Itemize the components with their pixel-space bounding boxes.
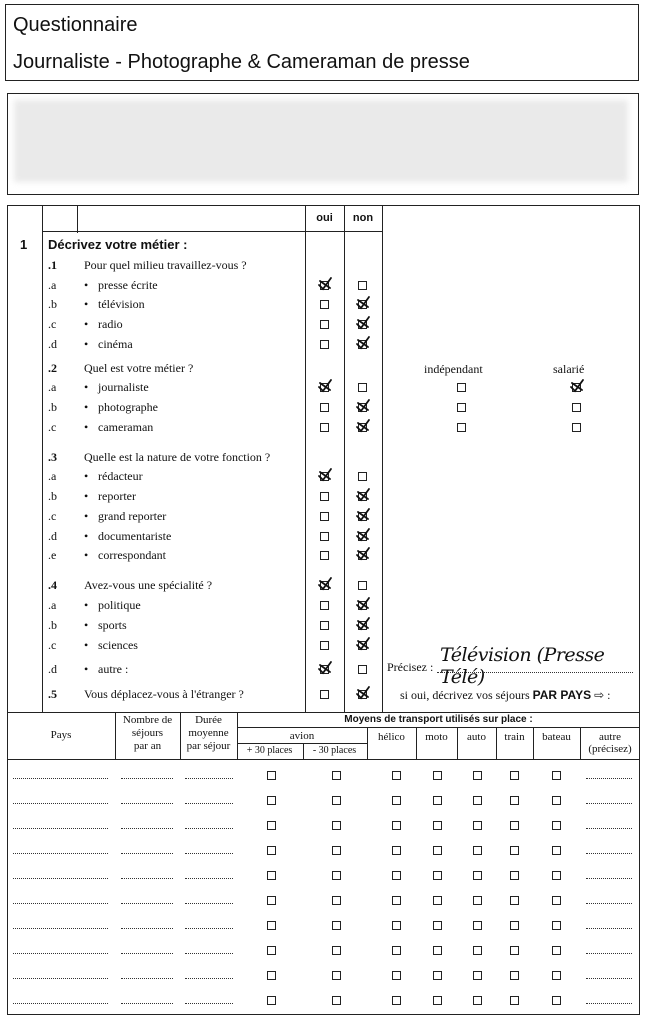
question-label: Vous déplacez-vous à l'étranger ? [84, 687, 244, 701]
transport-checkbox[interactable] [510, 821, 519, 830]
transport-checkbox[interactable] [433, 996, 442, 1005]
transport-checkbox[interactable] [332, 946, 341, 955]
header-subtitle: Journaliste - Photographe & Cameraman de presse [13, 51, 470, 73]
non-checkbox[interactable] [358, 665, 367, 674]
col-auto: auto [467, 731, 486, 743]
question-number: .b [48, 297, 57, 311]
check-mark-icon [318, 277, 332, 291]
divider [7, 759, 640, 760]
check-mark-icon [356, 336, 370, 350]
salarie-checkbox[interactable] [572, 423, 581, 432]
transport-checkbox[interactable] [332, 771, 341, 780]
entry-field[interactable] [121, 778, 173, 779]
column-oui: oui [316, 212, 333, 224]
entry-field[interactable] [586, 853, 632, 854]
question-number: .e [48, 548, 57, 562]
bullet-icon: • [84, 662, 89, 676]
question-label: autre : [98, 662, 129, 676]
transport-checkbox[interactable] [552, 821, 561, 830]
entry-field[interactable] [586, 953, 632, 954]
entry-field[interactable] [121, 978, 173, 979]
question-number: .2 [48, 361, 57, 375]
check-mark-icon [318, 577, 332, 591]
divider [42, 205, 43, 713]
check-mark-icon [318, 379, 332, 393]
section-title: Décrivez votre métier : [48, 237, 188, 252]
oui-checkbox[interactable] [320, 492, 329, 501]
oui-checkbox[interactable] [320, 551, 329, 560]
transport-checkbox[interactable] [510, 771, 519, 780]
entry-field[interactable] [121, 903, 173, 904]
entry-field[interactable] [586, 928, 632, 929]
transport-checkbox[interactable] [473, 946, 482, 955]
redacted-box [7, 93, 639, 195]
oui-checkbox[interactable] [320, 423, 329, 432]
transport-checkbox[interactable] [473, 846, 482, 855]
entry-field[interactable] [121, 953, 173, 954]
col-duree-1: Durée [195, 714, 222, 726]
entry-field[interactable] [586, 778, 632, 779]
check-mark-icon [356, 617, 370, 631]
transport-checkbox[interactable] [267, 846, 276, 855]
transport-checkbox[interactable] [473, 771, 482, 780]
divider [305, 205, 306, 713]
entry-field[interactable] [185, 778, 233, 779]
question-number: .b [48, 400, 57, 414]
bullet-icon: • [84, 337, 89, 351]
transport-checkbox[interactable] [510, 921, 519, 930]
transport-checkbox[interactable] [267, 796, 276, 805]
transport-checkbox[interactable] [433, 871, 442, 880]
bullet-icon: • [84, 420, 89, 434]
section-number: 1 [20, 237, 28, 252]
transport-checkbox[interactable] [267, 771, 276, 780]
transport-checkbox[interactable] [510, 896, 519, 905]
transport-checkbox[interactable] [332, 996, 341, 1005]
bullet-icon: • [84, 297, 89, 311]
question-number: .d [48, 662, 57, 676]
divider [344, 205, 345, 713]
bullet-icon: • [84, 598, 89, 612]
col-avion: avion [289, 730, 315, 742]
column-independant: indépendant [424, 362, 483, 376]
transport-checkbox[interactable] [552, 846, 561, 855]
oui-checkbox[interactable] [320, 601, 329, 610]
transport-checkbox[interactable] [267, 996, 276, 1005]
oui-checkbox[interactable] [320, 300, 329, 309]
question-label: rédacteur [98, 469, 143, 483]
transport-checkbox[interactable] [332, 871, 341, 880]
entry-field[interactable] [586, 878, 632, 879]
transport-checkbox[interactable] [552, 946, 561, 955]
entry-field[interactable] [586, 903, 632, 904]
transport-checkbox[interactable] [332, 971, 341, 980]
question-number: .b [48, 618, 57, 632]
question-label: correspondant [98, 548, 166, 562]
question-label: sports [98, 618, 127, 632]
transport-checkbox[interactable] [510, 996, 519, 1005]
col-nombre-1: Nombre de [122, 714, 173, 726]
oui-checkbox[interactable] [320, 690, 329, 699]
entry-field[interactable] [121, 878, 173, 879]
entry-field[interactable] [121, 1003, 173, 1004]
check-mark-icon [356, 686, 370, 700]
header-box [5, 4, 639, 81]
precisez-handwritten: Télévision (Presse Télé) [440, 644, 605, 688]
question-number: .c [48, 509, 57, 523]
question-number: .4 [48, 578, 57, 592]
transport-checkbox[interactable] [510, 971, 519, 980]
entry-field[interactable] [185, 803, 233, 804]
col-avion-plus: + 30 places [246, 745, 293, 756]
precisez-label: Précisez : [387, 660, 434, 674]
entry-field[interactable] [185, 903, 233, 904]
entry-field[interactable] [586, 978, 632, 979]
transport-checkbox[interactable] [473, 896, 482, 905]
col-duree-3: par séjour [186, 740, 231, 752]
question-label: radio [98, 317, 123, 331]
check-mark-icon [356, 488, 370, 502]
transport-checkbox[interactable] [473, 796, 482, 805]
transport-checkbox[interactable] [392, 846, 401, 855]
col-pays: Pays [50, 729, 72, 741]
entry-field[interactable] [586, 803, 632, 804]
transport-checkbox[interactable] [267, 821, 276, 830]
non-checkbox[interactable] [358, 472, 367, 481]
bullet-icon: • [84, 638, 89, 652]
transport-checkbox[interactable] [473, 921, 482, 930]
entry-field[interactable] [13, 828, 108, 829]
entry-field[interactable] [121, 803, 173, 804]
entry-field[interactable] [121, 853, 173, 854]
non-checkbox[interactable] [358, 281, 367, 290]
question-label: grand reporter [98, 509, 167, 523]
entry-field[interactable] [13, 978, 108, 979]
question-number: .a [48, 598, 57, 612]
transport-checkbox[interactable] [267, 946, 276, 955]
question-label: Avez-vous une spécialité ? [84, 578, 213, 592]
question-label: Quelle est la nature de votre fonction ? [84, 450, 271, 464]
col-moto: moto [425, 731, 448, 743]
transport-checkbox[interactable] [552, 871, 561, 880]
transport-checkbox[interactable] [267, 971, 276, 980]
entry-field[interactable] [13, 853, 108, 854]
transport-checkbox[interactable] [433, 796, 442, 805]
column-salarie: salarié [553, 362, 585, 376]
entry-field[interactable] [185, 953, 233, 954]
transport-checkbox[interactable] [552, 771, 561, 780]
transport-checkbox[interactable] [332, 846, 341, 855]
bullet-icon: • [84, 400, 89, 414]
transport-checkbox[interactable] [392, 971, 401, 980]
col-helico: hélico [378, 731, 405, 743]
abroad-note-prefix: si oui, décrivez vos séjours [400, 688, 530, 702]
col-autre-1: autre [599, 731, 621, 743]
transport-checkbox[interactable] [473, 971, 482, 980]
entry-field[interactable] [185, 928, 233, 929]
divider [303, 743, 304, 760]
bullet-icon: • [84, 618, 89, 632]
divider [382, 205, 383, 713]
column-non: non [352, 212, 374, 224]
bullet-icon: • [84, 529, 89, 543]
question-label: cinéma [98, 337, 133, 351]
arrow-icon: ⇨ : [594, 688, 611, 702]
salarie-checkbox[interactable] [572, 403, 581, 412]
check-mark-icon [318, 468, 332, 482]
entry-field[interactable] [13, 953, 108, 954]
question-number: .c [48, 638, 57, 652]
entry-field[interactable] [586, 828, 632, 829]
transport-checkbox[interactable] [473, 871, 482, 880]
independant-checkbox[interactable] [457, 403, 466, 412]
bullet-icon: • [84, 489, 89, 503]
redacted-area [14, 100, 628, 182]
question-label: documentariste [98, 529, 172, 543]
bullet-icon: • [84, 380, 89, 394]
transport-checkbox[interactable] [510, 871, 519, 880]
divider [42, 231, 382, 232]
question-number: .d [48, 529, 57, 543]
bullet-icon: • [84, 548, 89, 562]
transport-checkbox[interactable] [267, 871, 276, 880]
transport-checkbox[interactable] [433, 946, 442, 955]
transport-checkbox[interactable] [392, 996, 401, 1005]
question-number: .d [48, 337, 57, 351]
entry-field[interactable] [185, 1003, 233, 1004]
non-checkbox[interactable] [358, 383, 367, 392]
question-label: journaliste [98, 380, 149, 394]
transport-checkbox[interactable] [433, 971, 442, 980]
entry-field[interactable] [13, 1003, 108, 1004]
transport-checkbox[interactable] [392, 871, 401, 880]
transport-checkbox[interactable] [267, 896, 276, 905]
entry-field[interactable] [13, 803, 108, 804]
question-label: sciences [98, 638, 138, 652]
col-avion-moins: - 30 places [312, 745, 357, 756]
transport-checkbox[interactable] [552, 896, 561, 905]
transport-checkbox[interactable] [332, 821, 341, 830]
bullet-icon: • [84, 278, 89, 292]
transport-checkbox[interactable] [392, 946, 401, 955]
abroad-note [400, 688, 611, 702]
entry-field[interactable] [185, 853, 233, 854]
question-number: .5 [48, 687, 57, 701]
entry-field[interactable] [121, 928, 173, 929]
entry-field[interactable] [13, 878, 108, 879]
non-checkbox[interactable] [358, 581, 367, 590]
moyens-title: Moyens de transport utilisés sur place : [344, 714, 533, 725]
check-mark-icon [356, 296, 370, 310]
oui-checkbox[interactable] [320, 621, 329, 630]
check-mark-icon [356, 399, 370, 413]
oui-checkbox[interactable] [320, 340, 329, 349]
question-number: .a [48, 469, 57, 483]
transport-checkbox[interactable] [433, 921, 442, 930]
transport-checkbox[interactable] [552, 796, 561, 805]
oui-checkbox[interactable] [320, 532, 329, 541]
divider [77, 205, 78, 233]
question-number: .a [48, 278, 57, 292]
question-number: .c [48, 317, 57, 331]
transport-checkbox[interactable] [473, 821, 482, 830]
abroad-note-bold: PAR PAYS [532, 688, 592, 702]
transport-checkbox[interactable] [392, 921, 401, 930]
col-nombre-3: par an [133, 740, 162, 752]
transport-checkbox[interactable] [552, 921, 561, 930]
transport-checkbox[interactable] [433, 896, 442, 905]
check-mark-icon [356, 547, 370, 561]
divider [237, 743, 367, 744]
question-label: presse écrite [98, 278, 158, 292]
transport-checkbox[interactable] [510, 796, 519, 805]
independant-checkbox[interactable] [457, 383, 466, 392]
transport-checkbox[interactable] [332, 896, 341, 905]
col-nombre-2: séjours [131, 727, 164, 739]
bullet-icon: • [84, 469, 89, 483]
oui-checkbox[interactable] [320, 320, 329, 329]
entry-field[interactable] [121, 828, 173, 829]
question-label: reporter [98, 489, 136, 503]
check-mark-icon [356, 528, 370, 542]
entry-field[interactable] [13, 778, 108, 779]
transport-checkbox[interactable] [552, 996, 561, 1005]
transport-checkbox[interactable] [392, 896, 401, 905]
question-label: politique [98, 598, 141, 612]
bullet-icon: • [84, 509, 89, 523]
independant-checkbox[interactable] [457, 423, 466, 432]
transport-checkbox[interactable] [552, 971, 561, 980]
transport-checkbox[interactable] [433, 846, 442, 855]
col-autre-2: (précisez) [588, 743, 632, 755]
question-number: .a [48, 380, 57, 394]
question-number: .b [48, 489, 57, 503]
entry-field[interactable] [586, 1003, 632, 1004]
check-mark-icon [570, 379, 584, 393]
entry-field[interactable] [13, 928, 108, 929]
transport-checkbox[interactable] [510, 946, 519, 955]
transport-checkbox[interactable] [332, 796, 341, 805]
entry-field[interactable] [185, 978, 233, 979]
check-mark-icon [318, 661, 332, 675]
check-mark-icon [356, 508, 370, 522]
oui-checkbox[interactable] [320, 403, 329, 412]
transport-checkbox[interactable] [392, 796, 401, 805]
transport-checkbox[interactable] [267, 921, 276, 930]
check-mark-icon [356, 316, 370, 330]
col-duree-2: moyenne [188, 727, 229, 739]
question-number: .1 [48, 258, 57, 272]
check-mark-icon [356, 419, 370, 433]
question-label: Pour quel milieu travaillez-vous ? [84, 258, 247, 272]
question-label: télévision [98, 297, 145, 311]
transport-checkbox[interactable] [433, 771, 442, 780]
check-mark-icon [356, 637, 370, 651]
travel-table [7, 712, 640, 1015]
entry-field[interactable] [13, 903, 108, 904]
col-train: train [504, 731, 525, 743]
oui-checkbox[interactable] [320, 512, 329, 521]
question-label: cameraman [98, 420, 154, 434]
check-mark-icon [356, 597, 370, 611]
question-label: photographe [98, 400, 158, 414]
header-title: Questionnaire [13, 14, 138, 36]
transport-checkbox[interactable] [473, 996, 482, 1005]
oui-checkbox[interactable] [320, 641, 329, 650]
entry-field[interactable] [185, 878, 233, 879]
transport-checkbox[interactable] [433, 821, 442, 830]
transport-checkbox[interactable] [392, 821, 401, 830]
question-label: Quel est votre métier ? [84, 361, 194, 375]
transport-checkbox[interactable] [392, 771, 401, 780]
question-number: .3 [48, 450, 57, 464]
entry-field[interactable] [185, 828, 233, 829]
col-bateau: bateau [542, 731, 571, 743]
bullet-icon: • [84, 317, 89, 331]
transport-checkbox[interactable] [332, 921, 341, 930]
question-number: .c [48, 420, 57, 434]
transport-checkbox[interactable] [510, 846, 519, 855]
